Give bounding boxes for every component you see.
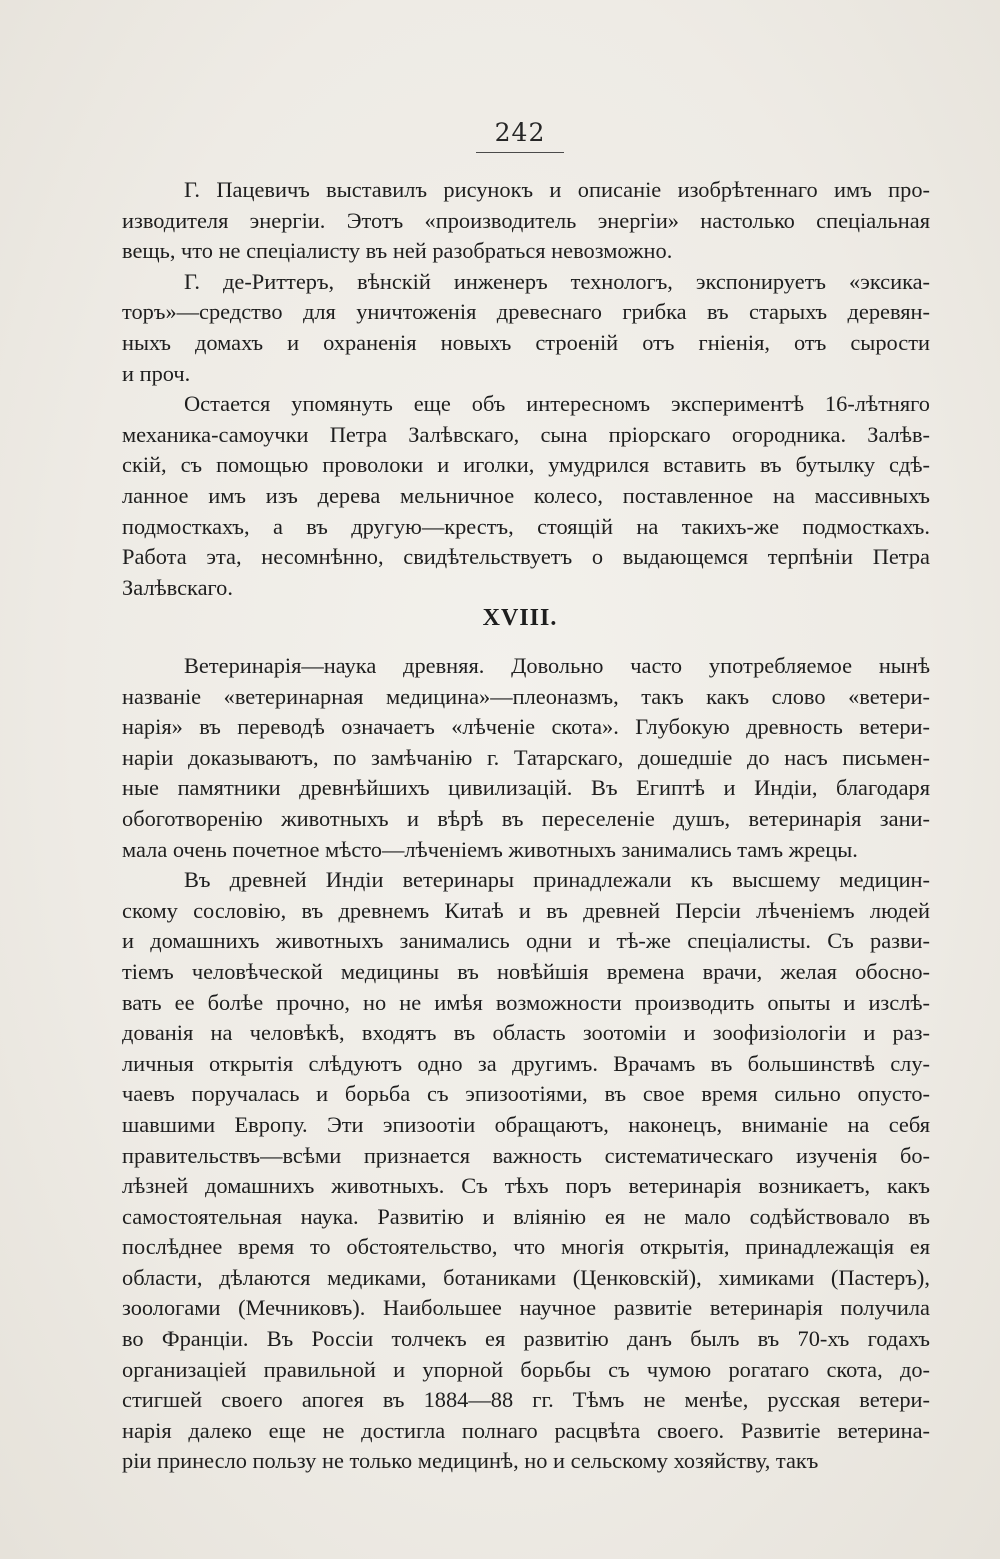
text-line: тіемъ человѣческой медицины въ новѣйшія времена врачи, желая обосно- (122, 958, 930, 984)
text-block-top (122, 175, 930, 603)
text-line: наріи доказываютъ, по замѣчанію г. Татарскаго, дошедшіе до насъ письмен- (122, 744, 930, 770)
paragraph (122, 865, 930, 1477)
text-line: нарія» въ переводѣ означаетъ «лѣченіе скота». Глубокую древность ветери- (122, 714, 930, 740)
page-number: 242 (494, 118, 546, 147)
text-line: послѣднее время то обстоятельство, что многія открытія, принадлежащія ея (122, 1234, 930, 1260)
text-line: ные памятники древнѣйшихъ цивилизацій. Въ Египтѣ и Индіи, благодаря (122, 775, 930, 801)
text-line: механика-самоучки Петра Залѣвскаго, сына пріорскаго огородника. Залѣв- (122, 421, 930, 447)
text-line: лѣзней домашнихъ животныхъ. Съ тѣхъ поръ ветеринарія возникаетъ, какъ (122, 1173, 930, 1199)
page-number-rule (476, 152, 564, 153)
text-line: Залѣвскаго. (122, 574, 233, 600)
text-line: скому сословію, въ древнемъ Китаѣ и въ древней Персіи лѣченіемъ людей (122, 897, 930, 923)
text-line: и проч. (122, 360, 191, 386)
text-line: обоготворенію животныхъ и вѣрѣ въ переселеніе душъ, ветеринарія зани- (122, 805, 930, 831)
text-line: зоологами (Мечниковъ). Наибольшее научное развитіе ветеринарія получила (122, 1295, 930, 1321)
text-line: вещь, что не спеціалисту въ ней разобраться невозможно. (122, 238, 673, 264)
text-line: организаціей правильной и упорной борьбы съ чумою рогатаго скота, до- (122, 1356, 930, 1382)
text-line: чаевъ поручалась и борьба съ эпизоотіями, въ свое время сильно опусто- (122, 1081, 930, 1107)
text-line: изводителя энергіи. Этотъ «производитель энергіи» настолько спеціальная (122, 207, 930, 233)
text-line: Г. де-Риттеръ, вѣнскій инженеръ технологъ, экспонируетъ «эксика- (184, 268, 930, 294)
text-line: названіе «ветеринарная медицина»—плеоназмъ, такъ какъ слово «ветери- (122, 683, 930, 709)
text-line: Въ древней Индіи ветеринары принадлежали къ высшему медицин- (184, 867, 930, 893)
text-line: нарія далеко еще не достигла полнаго расцвѣта своего. Развитіе ветерина- (122, 1417, 930, 1443)
text-line: дованія на человѣкѣ, входятъ въ область зоотоміи и зоофизіологіи и раз- (122, 1020, 930, 1046)
text-line: скій, съ помощью проволоки и иголки, умудрился вставить въ бутылку сдѣ- (122, 452, 930, 478)
text-line: Ветеринарія—наука древняя. Довольно часто употребляемое нынѣ (184, 653, 930, 678)
text-line: и домашнихъ животныхъ занимались одни и тѣ-же спеціалисты. Съ разви- (122, 928, 930, 954)
text-line: ріи принесло пользу не только медицинѣ, но и сельскому хозяйству, такъ (122, 1448, 819, 1474)
paragraph (122, 267, 930, 389)
text-line: личныя открытія слѣдуютъ одно за другимъ. Врачамъ въ большинствѣ слу- (122, 1050, 930, 1076)
text-line: Работа эта, несомнѣнно, свидѣтельствуетъ о выдающемся терпѣніи Петра (122, 544, 930, 570)
text-block-bottom (122, 651, 930, 1477)
text-line: шавшими Европу. Эти эпизоотіи обращаютъ, наконецъ, вниманіе на себя (122, 1111, 930, 1137)
text-line: стигшей своего апогея въ 1884—88 гг. Тѣмъ не менѣе, русская ветери- (122, 1387, 930, 1413)
text-line: самостоятельная наука. Развитію и вліянію ея не мало содѣйствовало въ (122, 1203, 930, 1229)
paragraph (122, 175, 930, 267)
text-line: торъ»—средство для уничтоженія древеснаго грибка въ старыхъ деревян- (122, 299, 930, 325)
text-line: мала очень почетное мѣсто—лѣченіемъ животныхъ занимались тамъ жрецы. (122, 836, 858, 862)
text-line: области, дѣлаются медиками, ботаниками (Ценковскій), химиками (Пастеръ), (122, 1264, 930, 1290)
text-line: во Франціи. Въ Россіи толчекъ ея развитію данъ былъ въ 70-хъ годахъ (122, 1326, 930, 1352)
text-line: Г. Пацевичъ выставилъ рисунокъ и описаніе изобрѣтеннаго имъ про- (184, 177, 930, 202)
text-line: ныхъ домахъ и охраненія новыхъ строеній отъ гніенія, отъ сырости (122, 329, 930, 355)
text-line: подмосткахъ, а въ другую—крестъ, стоящій на такихъ-же подмосткахъ. (122, 513, 930, 539)
paragraph (122, 651, 930, 865)
paragraph (122, 389, 930, 603)
text-line: Остается упомянуть еще объ интересномъ экспериментѣ 16-лѣтняго (184, 391, 930, 417)
section-heading: XVIII. (482, 605, 558, 631)
text-line: правительствъ—всѣми признается важность систематическаго изученія бо- (122, 1142, 930, 1168)
text-line: вать ее болѣе прочно, но не имѣя возможности производить опыты и изслѣ- (122, 989, 930, 1015)
text-line: ланное имъ изъ дерева мельничное колесо, поставленное на массивныхъ (122, 482, 930, 508)
